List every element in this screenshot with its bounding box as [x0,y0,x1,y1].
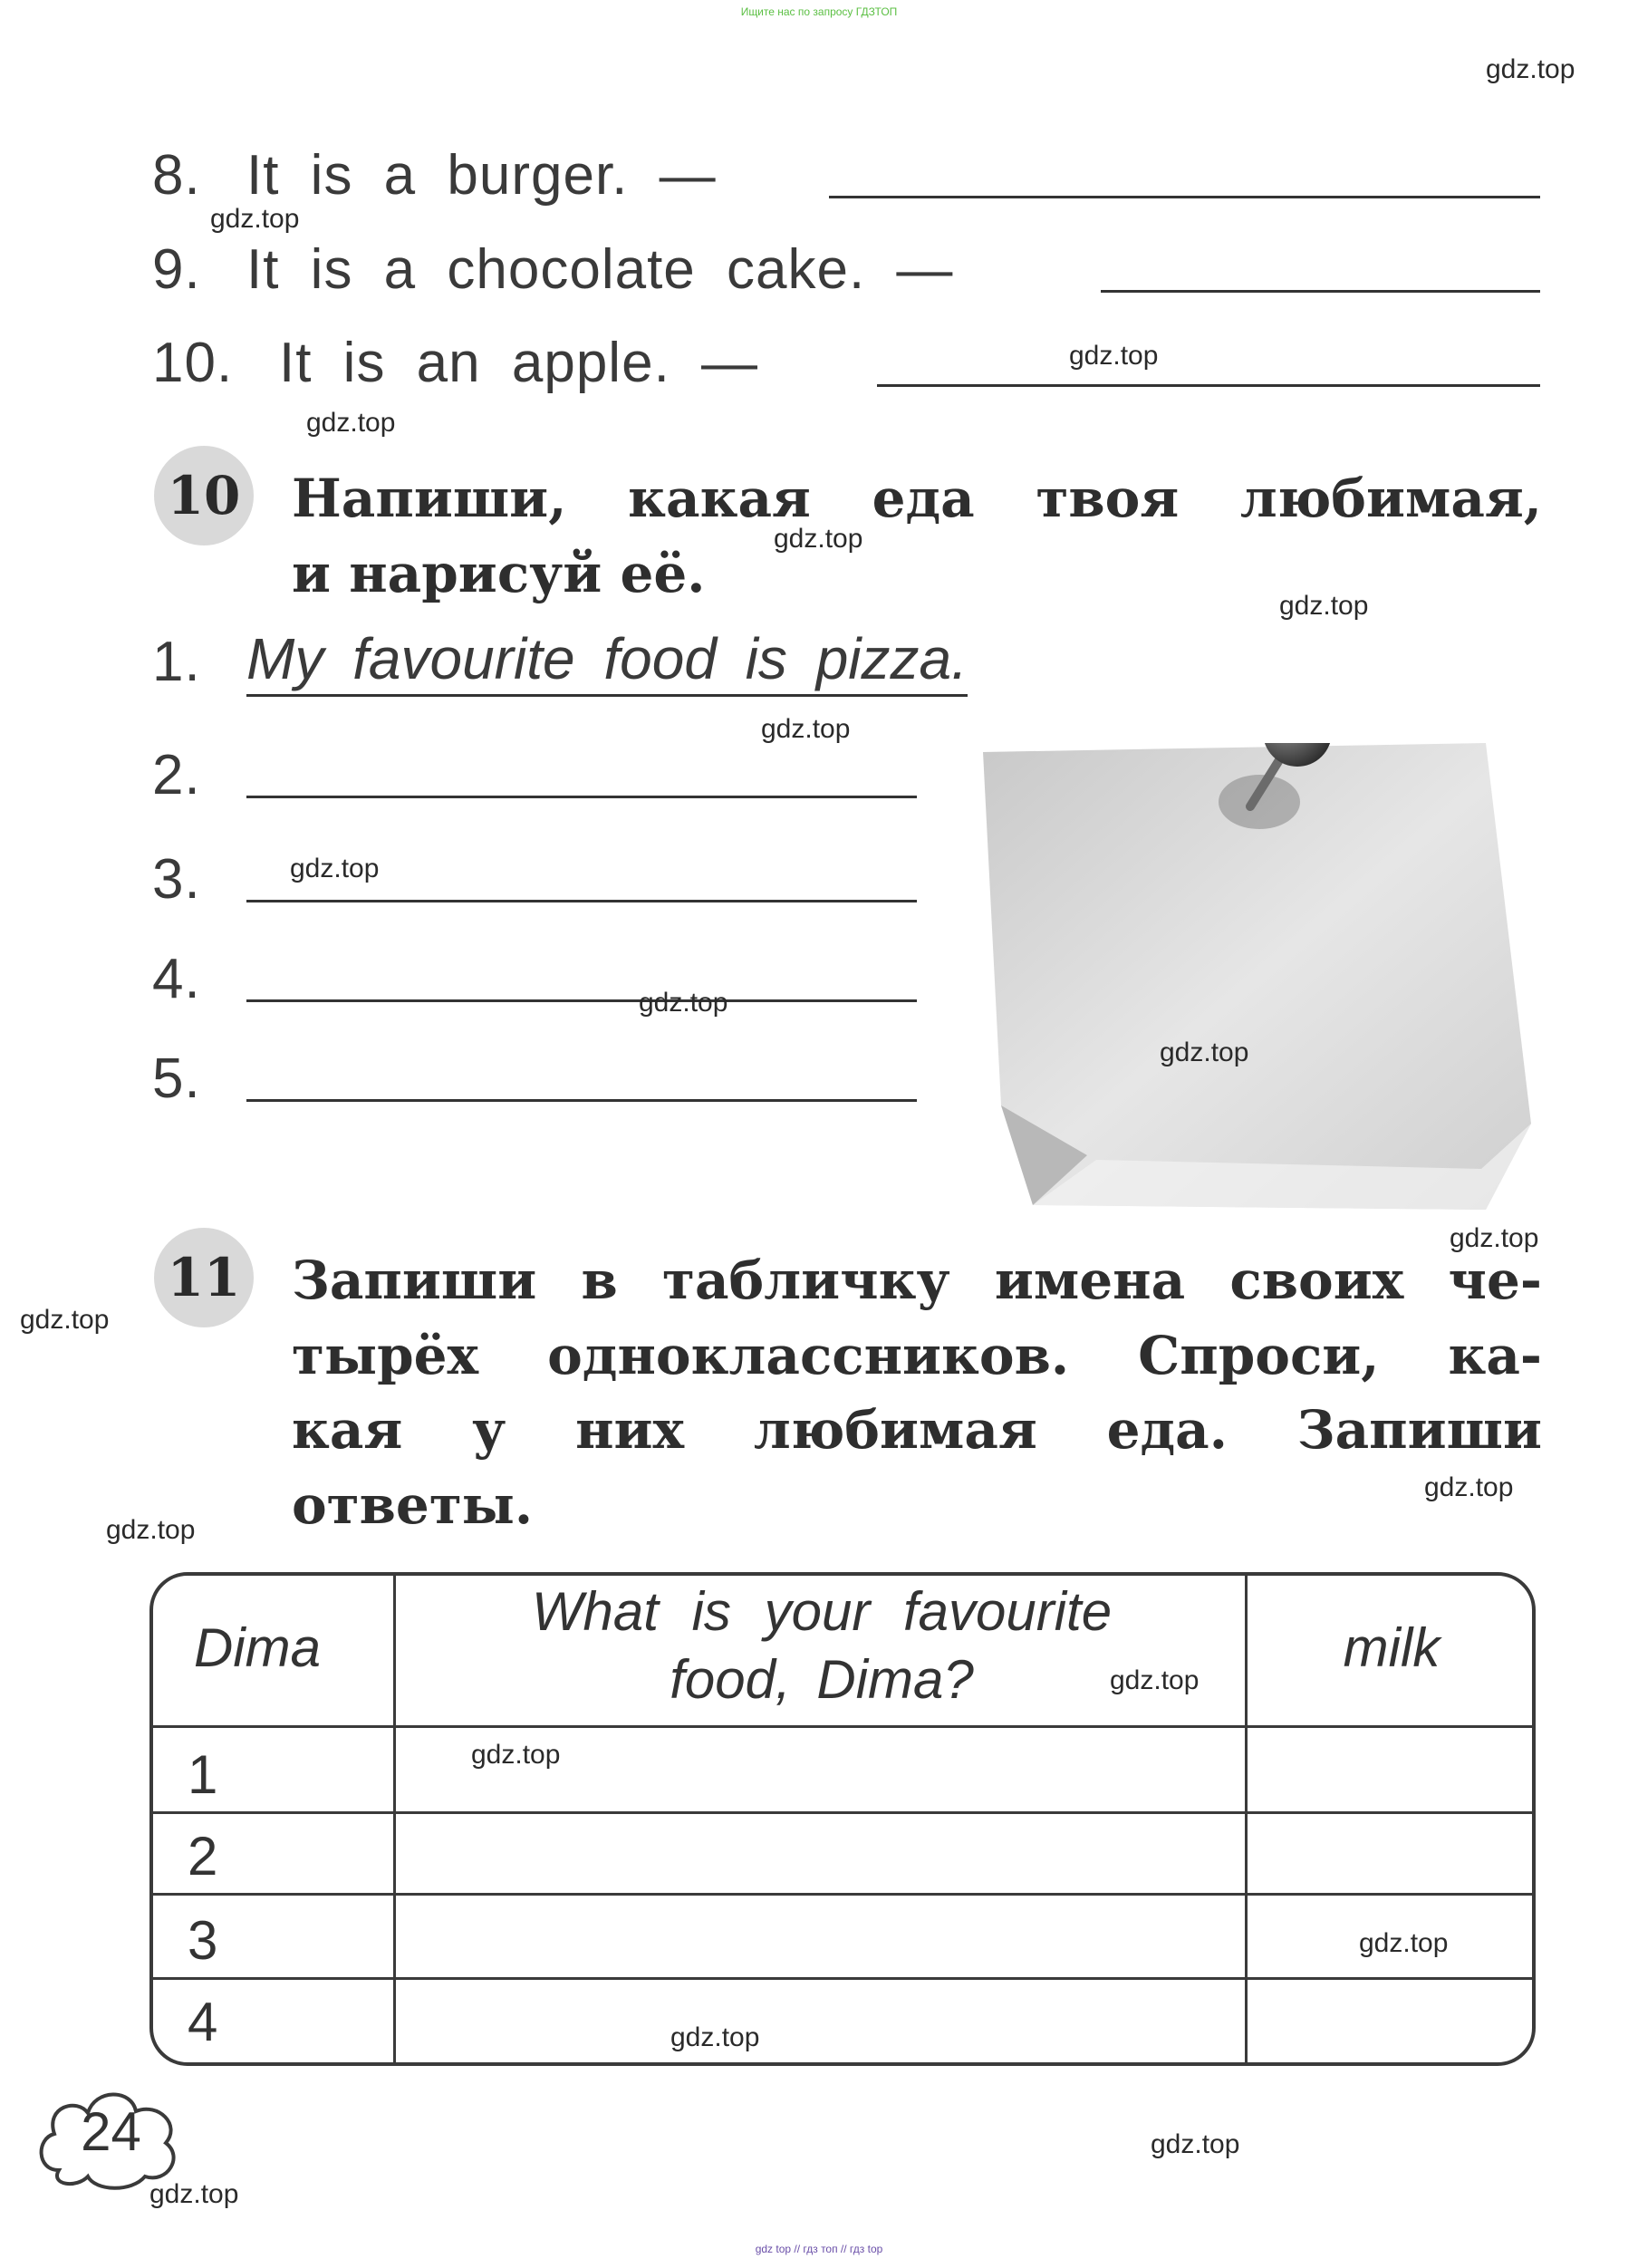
table-header-question-line-2: food, Dima? [670,1649,974,1710]
answer-2-number: 2. [152,744,201,806]
watermark: gdz.top [1359,1928,1449,1958]
task-10-heading-line-1: Напиши, какая еда твоя любимая, [292,468,1542,529]
watermark: gdz.top [1424,1472,1514,1502]
watermark: gdz.top [471,1740,561,1770]
watermark: gdz.top [774,524,863,554]
answer-5-blank[interactable] [246,1099,917,1102]
watermark: gdz.top [1279,591,1369,621]
line-9-answer-blank[interactable] [1101,290,1540,293]
table-header-question-line-1: What is your favourite [531,1581,1113,1642]
answer-1-number: 1. [152,631,201,693]
watermark: gdz.top [1151,2129,1240,2159]
answer-1-text: My favourite food is pizza [246,626,952,691]
watermark: gdz.top [1110,1665,1200,1695]
sticky-note-drawing-area[interactable] [978,743,1540,1214]
answer-1-field[interactable] [246,625,968,697]
watermark: gdz.top [1486,54,1575,84]
table-header-name: Dima [194,1617,322,1678]
watermark: gdz.top [1069,341,1159,371]
watermark: gdz.top [306,408,396,438]
line-9-number: 9. [152,238,201,301]
answer-2-blank[interactable] [246,796,917,798]
task-11-heading-line-4: ответы. [292,1474,534,1536]
top-banner: Ищите нас по запросу ГДЗТОП [740,5,898,18]
watermark: gdz.top [639,988,728,1018]
task-10-badge: 10 [154,446,254,545]
table-row-2-question-cell[interactable] [396,1814,1245,1893]
line-10-text: It is an apple. — [279,332,759,394]
line-10-answer-blank[interactable] [877,384,1540,387]
answer-4-blank[interactable] [246,999,917,1002]
table-header-answer: milk [1343,1617,1440,1678]
table-row-1-number: 1 [188,1744,218,1805]
watermark: gdz.top [761,714,851,744]
classmates-food-table [149,1572,1536,2066]
table-row-4-number: 4 [188,1992,218,2052]
page-number: 24 [81,2101,141,2162]
task-11-heading-line-3: кая у них любимая еда. Запиши [292,1399,1542,1461]
table-row-4-question-cell[interactable] [396,1980,1245,2066]
line-9-text: It is a chocolate cake. — [246,238,954,301]
bottom-banner: gdz top // гдз топ // гдз top [755,2243,883,2255]
task-11-badge: 11 [154,1228,254,1327]
answer-3-blank[interactable] [246,900,917,902]
watermark: gdz.top [210,204,300,234]
watermark: gdz.top [1450,1223,1539,1253]
table-row-3-question-cell[interactable] [396,1896,1245,1977]
watermark: gdz.top [670,2022,760,2052]
line-8-answer-blank[interactable] [829,196,1540,198]
watermark: gdz.top [149,2179,239,2209]
answer-3-number: 3. [152,848,201,911]
table-row-3-number: 3 [188,1910,218,1971]
line-8-text: It is a burger. — [246,144,717,207]
table-row-4-answer-cell[interactable] [1248,1980,1536,2066]
line-10-number: 10. [152,332,234,394]
task-11-heading-line-2: тырёх одноклассников. Спроси, ка- [292,1325,1542,1386]
line-8-number: 8. [152,144,201,207]
watermark: gdz.top [106,1515,196,1545]
table-row-2-number: 2 [188,1826,218,1887]
watermark: gdz.top [20,1305,110,1335]
watermark: gdz.top [1160,1037,1249,1067]
answer-4-number: 4. [152,948,201,1010]
table-row-1-answer-cell[interactable] [1248,1728,1536,1811]
task-11-heading-line-1: Запиши в табличку имена своих че- [292,1250,1542,1311]
watermark: gdz.top [290,854,380,883]
table-row-2-answer-cell[interactable] [1248,1814,1536,1893]
answer-5-number: 5. [152,1047,201,1110]
task-10-heading-line-2: и нарисуй её. [292,543,706,604]
answer-1-period: . [951,626,968,691]
